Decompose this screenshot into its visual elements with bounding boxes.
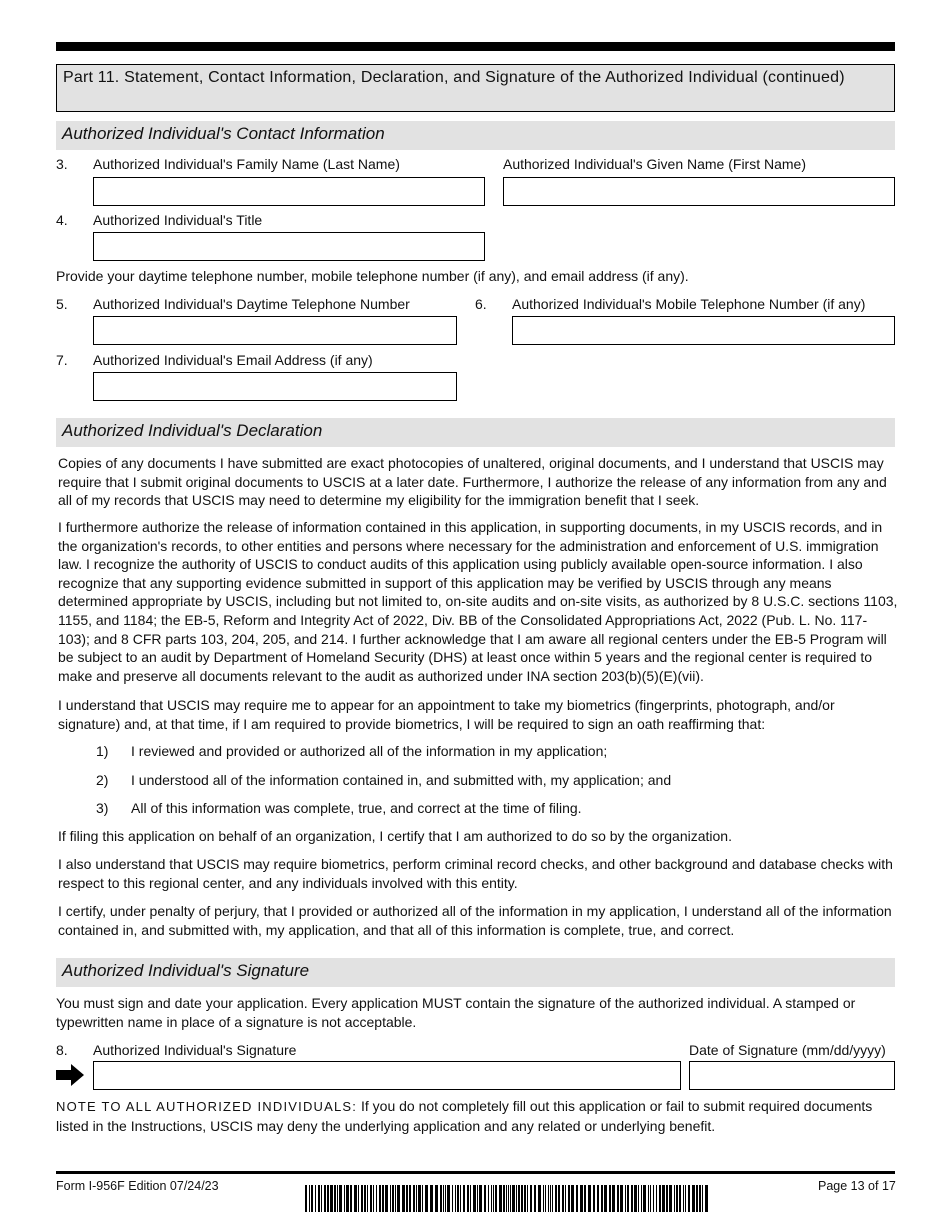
oath-item-2-number: 2): [96, 772, 109, 788]
mobile-phone-label: Authorized Individual's Mobile Telephone Number (if any): [512, 296, 866, 312]
top-rule: [56, 42, 895, 51]
declaration-heading-text: Authorized Individual's Declaration: [62, 421, 323, 440]
signature-instruction: You must sign and date your application. Every application MUST contain the signature of the authorized individual. A stamped or typewritten name in place of a signature is not acceptable.: [56, 995, 856, 1030]
oath-item-1-number: 1): [96, 743, 109, 759]
signature-date-label: Date of Signature (mm/dd/yyyy): [689, 1042, 886, 1058]
signature-section-heading: [56, 958, 895, 987]
daytime-phone-input[interactable]: [93, 316, 457, 345]
email-input[interactable]: [93, 372, 457, 401]
signature-heading-text: Authorized Individual's Signature: [62, 961, 310, 980]
oath-item-1-text: I reviewed and provided or authorized all of the information in my application;: [131, 743, 608, 759]
family-name-input[interactable]: [93, 177, 485, 206]
given-name-label: Authorized Individual's Given Name (First Name): [503, 156, 807, 172]
declaration-para-2: I furthermore authorize the release of information contained in this application, in supporting documents, in my USCIS records, and in the organization's records, to other entities and persons where necessary for the administration and enforcement of U.S. immigration law. I recognize the authority of USCIS to conduct audits of this application using publicly available open-source information. I also recognize that any supporting evidence submitted in support of this application may be verified by USCIS through any means determined appropriate by USCIS, including but not limited to, on-site audits and on-site visits, as authorized by 8 U.S.C. sections 1103, 1155, and 1184; the EB-5, Reform and Integrity Act of 2022, Div. BB of the Consolidated Appropriations Act, 2022 (Pub. L. No. 117-103); and 8 CFR parts 103, 204, 205, and 214. I further acknowledge that I am aware all regional centers under the EB-5 Program will be subject to an audit by Department of Homeland Security (DHS) at least once within 5 years and the regional center is required to make and preserve all documents relevant to the audit as authorized under INA section 203(b)(5)(E)(vii).: [58, 519, 898, 684]
oath-item-3-number: 3): [96, 800, 109, 816]
contact-heading-text: Authorized Individual's Contact Information: [62, 124, 385, 143]
right-arrow-icon: [56, 1064, 84, 1086]
contact-section-heading: [56, 121, 895, 150]
item-5-number: 5.: [56, 296, 68, 312]
note-lead: NOTE TO ALL AUTHORIZED INDIVIDUALS:: [56, 1099, 358, 1114]
footer-rule: [56, 1171, 895, 1174]
declaration-para-4: If filing this application on behalf of an organization, I certify that I am authorized to do so by the organization.: [58, 828, 732, 844]
page-number: Page 13 of 17: [818, 1179, 896, 1193]
item-6-number: 6.: [475, 296, 487, 312]
given-name-input[interactable]: [503, 177, 895, 206]
item-7-number: 7.: [56, 352, 68, 368]
signature-input[interactable]: [93, 1061, 681, 1090]
title-input[interactable]: [93, 232, 485, 261]
item-3-number: 3.: [56, 156, 68, 172]
form-edition: Form I-956F Edition 07/24/23: [56, 1179, 219, 1193]
signature-date-input[interactable]: [689, 1061, 895, 1090]
declaration-para-6: I certify, under penalty of perjury, that I provided or authorized all of the information in my application, I understand all of the information contained in, and submitted with, my application, and that all of this information is complete, true, and correct.: [58, 903, 892, 938]
phone-instruction: Provide your daytime telephone number, mobile telephone number (if any), and email address (if any).: [56, 268, 689, 284]
declaration-para-3: I understand that USCIS may require me to appear for an appointment to take my biometrics (fingerprints, photograph, and/or signature) and, at that time, if I am required to provide biometrics, I will be required to sign an oath reaffirming that:: [58, 697, 835, 732]
email-label: Authorized Individual's Email Address (if any): [93, 352, 373, 368]
authorized-individual-note: [56, 1097, 894, 1135]
title-label: Authorized Individual's Title: [93, 212, 263, 228]
note-text: If you do not completely fill out this application or fail to submit required documents listed in the Instructions, USCIS may deny the underlying application and any related or underlying benefit.: [56, 1098, 873, 1134]
barcode-icon: [305, 1185, 713, 1212]
item-4-number: 4.: [56, 212, 68, 228]
oath-item-2-text: I understood all of the information contained in, and submitted with, my application; and: [131, 772, 672, 788]
item-8-number: 8.: [56, 1042, 68, 1058]
declaration-section-heading: [56, 418, 895, 447]
daytime-phone-label: Authorized Individual's Daytime Telephone Number: [93, 296, 410, 312]
declaration-para-1: Copies of any documents I have submitted are exact photocopies of unaltered, original documents, and I understand that USCIS may require that I submit original documents to USCIS at a later date. Furthermore, I authorize the release of any information from any and all of my records that USCIS may need to determine my eligibility for the immigration benefit that I seek.: [58, 455, 887, 509]
part-header: [56, 64, 895, 112]
oath-item-3-text: All of this information was complete, true, and correct at the time of filing.: [131, 800, 582, 816]
mobile-phone-input[interactable]: [512, 316, 895, 345]
family-name-label: Authorized Individual's Family Name (Last Name): [93, 156, 400, 172]
declaration-para-5: I also understand that USCIS may require biometrics, perform criminal record checks, and other background and database checks with respect to this regional center, and any individuals involved with this entity.: [58, 856, 893, 891]
part-header-title: Part 11. Statement, Contact Information, Declaration, and Signature of the Authorized Individual (continued): [63, 69, 845, 86]
signature-label: Authorized Individual's Signature: [93, 1042, 297, 1058]
